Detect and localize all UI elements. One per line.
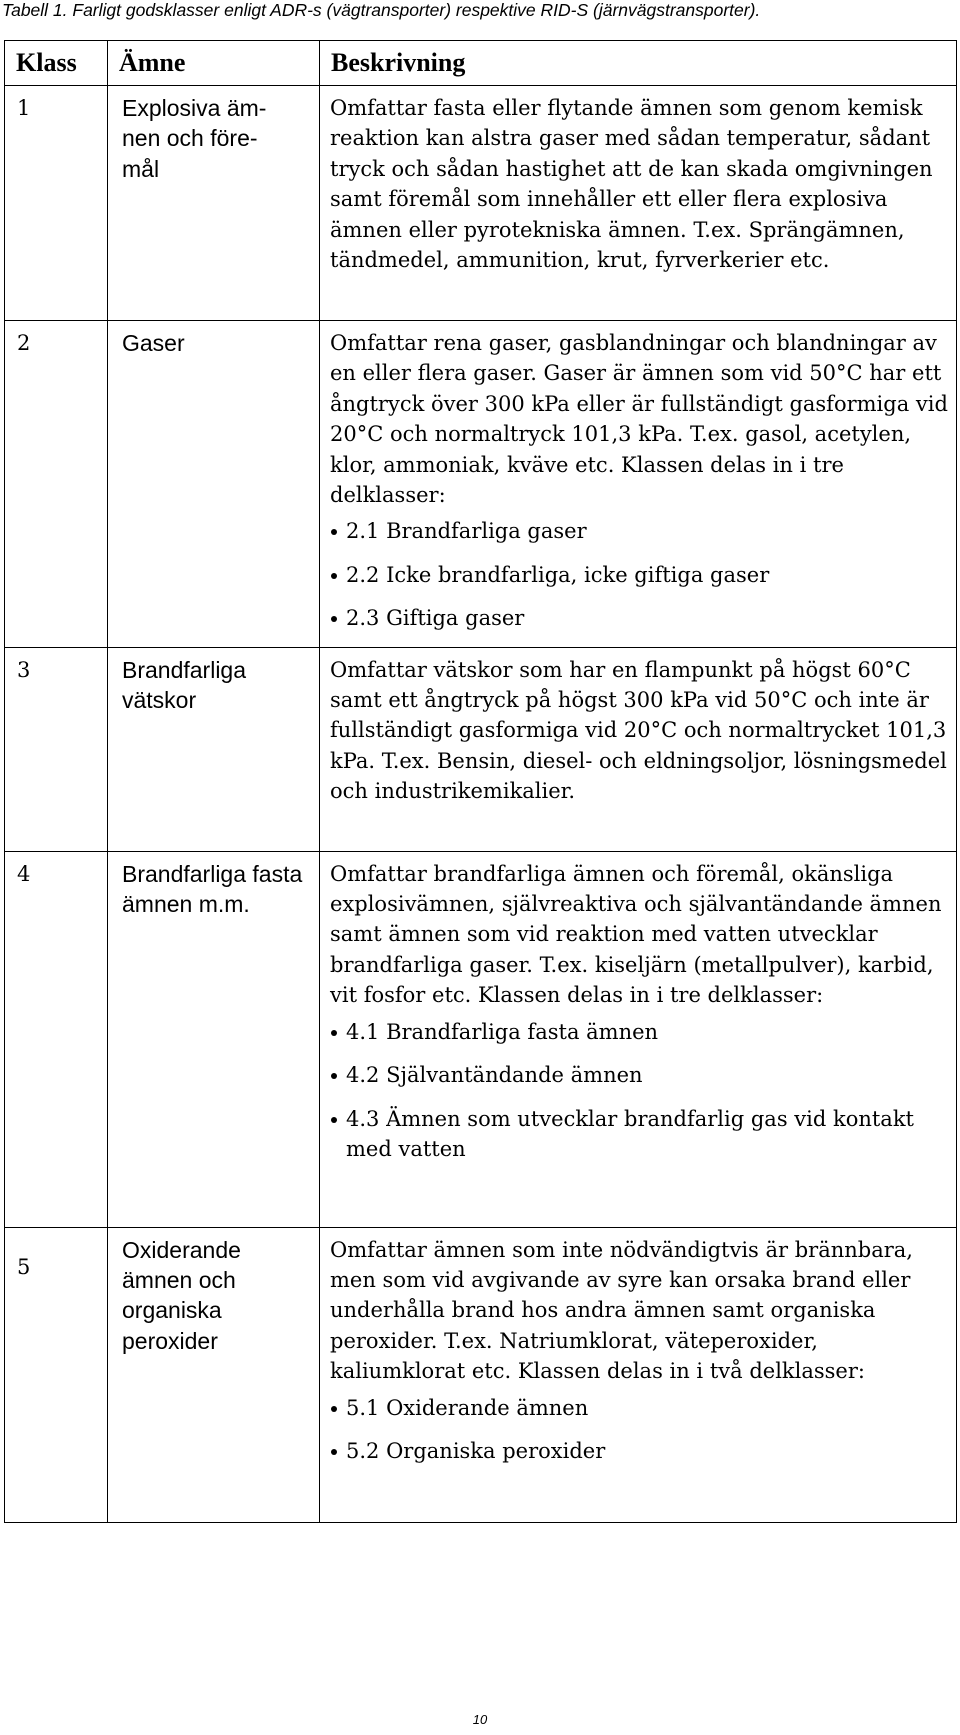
- class-description: [320, 647, 957, 851]
- class-number: 3: [5, 647, 108, 851]
- page-number: 10: [472, 1712, 488, 1727]
- class-name: [108, 1227, 320, 1522]
- header-beskrivning: Beskrivning: [320, 41, 957, 86]
- subclass-item: 4.1 Brandfarliga fasta ämnen: [330, 1017, 948, 1047]
- class-description: [320, 86, 957, 321]
- subclass-list: [330, 1017, 948, 1165]
- table-row: [5, 647, 957, 851]
- table-row: [5, 321, 957, 648]
- class-name-text: Explosiva äm-nen och före-mål: [122, 95, 267, 182]
- description-text: Omfattar brandfarliga ämnen och föremål, okänsliga explosivämnen, självreaktiva och självantändande ämnen samt ämnen som vid reaktion med vatten utvecklar brandfarliga gaser. T.ex. kiseljärn (metallpulver), karbid, vit fosfor etc. Klassen delas in i tre delklasser:: [330, 861, 942, 1008]
- header-klass: Klass: [5, 41, 108, 86]
- class-description: [320, 851, 957, 1227]
- header-amne: Ämne: [108, 41, 320, 86]
- class-description: [320, 321, 957, 648]
- class-name: Brandfarliga vätskor: [108, 647, 320, 851]
- subclass-item: 2.2 Icke brandfarliga, icke giftiga gaser: [330, 560, 948, 590]
- class-number: 2: [5, 321, 108, 648]
- class-name: Gaser: [108, 321, 320, 648]
- table-header-row: [5, 41, 957, 86]
- class-number: 1: [5, 86, 108, 321]
- class-name-text: Oxiderande ämnen och organiska peroxider: [122, 1236, 241, 1354]
- subclass-item: 2.3 Giftiga gaser: [330, 603, 948, 633]
- subclass-item: 4.3 Ämnen som utvecklar brandfarlig gas vid kontakt med vatten: [330, 1104, 948, 1165]
- subclass-list: [330, 516, 948, 633]
- class-number: 5: [5, 1227, 108, 1522]
- subclass-item: 4.2 Självantändande ämnen: [330, 1060, 948, 1090]
- class-name: [108, 86, 320, 321]
- subclass-item: 5.1 Oxiderande ämnen: [330, 1393, 948, 1423]
- class-name: Brandfarliga fasta ämnen m.m.: [108, 851, 320, 1227]
- table-row: [5, 86, 957, 321]
- subclass-item: 2.1 Brandfarliga gaser: [330, 516, 948, 546]
- table-row: [5, 851, 957, 1227]
- description-text: Omfattar fasta eller flytande ämnen som genom kemisk reaktion kan alstra gaser med sådan temperatur, sådant tryck och sådan hastighet att de kan skada omgivningen samt föremål som innehåller ett eller flera explosiva ämnen eller pyrotekniska ämnen. T.ex. Sprängämnen, tändmedel, ammunition, krut, fyrverkerier etc.: [330, 96, 933, 273]
- subclass-list: [330, 1393, 948, 1467]
- description-text: Omfattar rena gaser, gasblandningar och blandningar av en eller flera gaser. Gaser är ämnen som vid 50°C har ett ångtryck över 300 kPa eller är fullständigt gasformiga vid 20°C och normaltryck 101,3 kPa. T.ex. gasol, acetylen, klor, ammoniak, kväve etc. Klassen delas in i tre delklasser:: [330, 331, 948, 508]
- description-text: Omfattar ämnen som inte nödvändigtvis är brännbara, men som vid avgivande av syre kan orsaka brand eller underhålla brand hos andra ämnen samt organiska peroxider. T.ex. Natriumklorat, väteperoxider, kaliumklorat etc. Klassen delas in i två delklasser:: [330, 1237, 913, 1384]
- table-caption: Tabell 1. Farligt godsklasser enligt ADR-s (vägtransporter) respektive RID-S (järnvägstransporter).: [2, 0, 761, 20]
- class-number: 4: [5, 851, 108, 1227]
- table-row: [5, 1227, 957, 1522]
- dangerous-goods-table: [4, 40, 957, 1523]
- description-text: Omfattar vätskor som har en flampunkt på högst 60°C samt ett ångtryck på högst 300 kPa vid 50°C och inte är fullständigt gasformiga vid 20°C och normaltrycket 101,3 kPa. T.ex. Bensin, diesel- och eldningsoljor, lösningsmedel och industrikemikalier.: [330, 657, 947, 804]
- subclass-item: 5.2 Organiska peroxider: [330, 1436, 948, 1466]
- class-description: [320, 1227, 957, 1522]
